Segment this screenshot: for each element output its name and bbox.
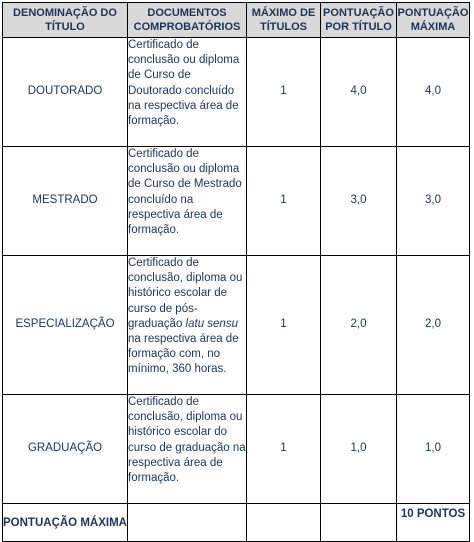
row-docs-italic: latu sensu [185,317,238,330]
header-points-per-title: PONTUAÇÃO POR TÍTULO [321,3,397,38]
row-docs-text-a: Certificado de conclusão, diploma ou histórico escolar de curso de pós-graduação [128,257,243,330]
row-docs: Certificado de conclusão ou diploma de Curso de Mestrado concluído na respectiva área de formação. [128,147,247,256]
total-empty-cell [247,504,321,542]
row-points-per-title: 2,0 [321,256,397,395]
row-max-points: 4,0 [397,38,470,147]
header-max-titles: MÁXIMO DE TÍTULOS [247,3,321,38]
row-points-per-title: 1,0 [321,395,397,504]
row-docs: Certificado de conclusão, diploma ou histórico escolar do curso de graduação na respectiva área de formação. [128,395,247,504]
total-empty-cell [321,504,397,542]
total-row [3,504,470,542]
table-row [3,147,470,256]
table-row [3,38,470,147]
row-max-titles: 1 [247,395,321,504]
title-score-table [2,2,470,542]
header-max-points: PONTUAÇÃO MÁXIMA [397,3,470,38]
row-max-titles: 1 [247,147,321,256]
header-title: DENOMINAÇÃO DO TÍTULO [3,3,128,38]
header-row [3,3,470,38]
row-title: ESPECIALIZAÇÃO [3,256,128,395]
total-label: PONTUAÇÃO MÁXIMA [3,504,128,542]
row-title: DOUTORADO [3,38,128,147]
row-points-per-title: 4,0 [321,38,397,147]
row-max-points: 2,0 [397,256,470,395]
row-points-per-title: 3,0 [321,147,397,256]
table-row [3,395,470,504]
total-empty-cell [128,504,247,542]
row-docs: Certificado de conclusão ou diploma de Curso de Doutorado concluído na respectiva área de formação. [128,38,247,147]
header-docs: DOCUMENTOS COMPROBATÓRIOS [128,3,247,38]
row-docs-text-b: na respectiva área de formação com, no mínimo, 360 horas. [128,333,239,376]
row-docs [128,256,247,395]
total-points: 10 PONTOS [397,504,470,542]
row-max-points: 1,0 [397,395,470,504]
row-max-titles: 1 [247,38,321,147]
row-title: MESTRADO [3,147,128,256]
row-title: GRADUAÇÃO [3,395,128,504]
row-max-points: 3,0 [397,147,470,256]
table-row [3,256,470,395]
row-max-titles: 1 [247,256,321,395]
